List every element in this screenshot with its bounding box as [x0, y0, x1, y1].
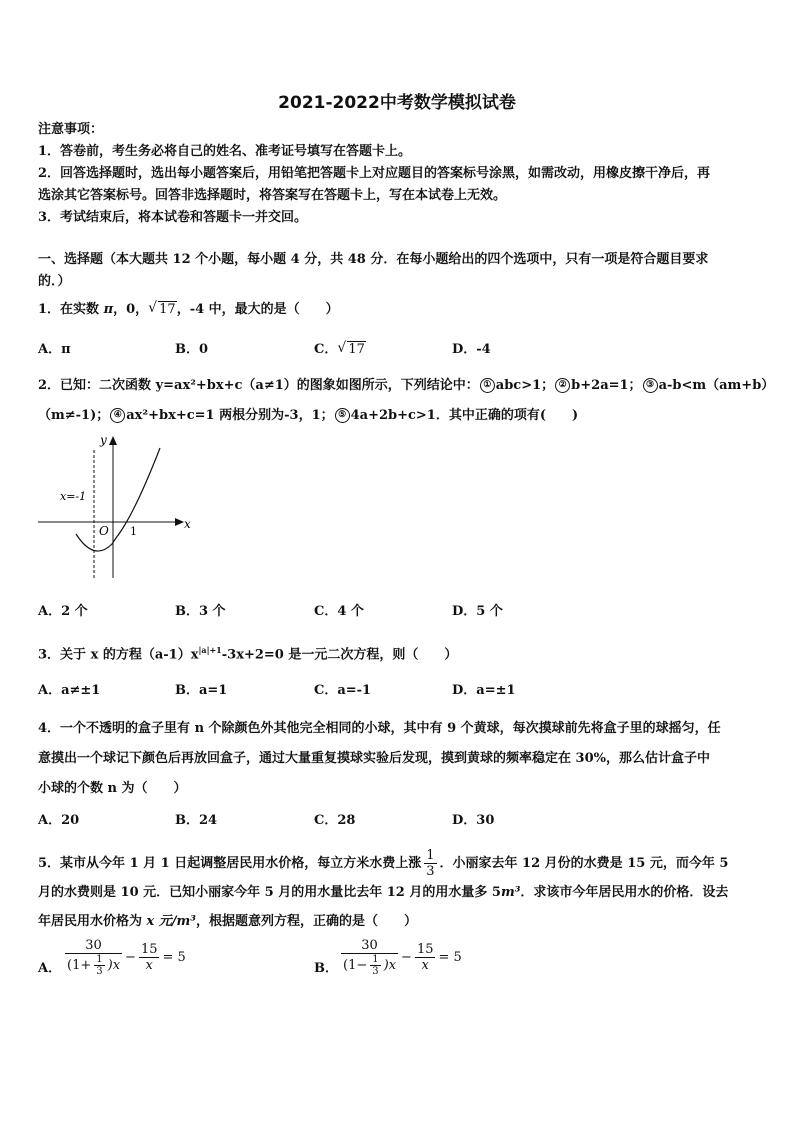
x-axis-arrow — [175, 518, 184, 526]
q2-line1-a: 2．已知：二次函数 y=ax²+bx+c（a≠1）的图象如图所示，下列结论中： — [38, 378, 479, 393]
q1-option-d: D．-4 — [452, 342, 491, 357]
q1-option-b: B．0 — [175, 342, 209, 357]
q5-b-num1: 30 — [341, 938, 398, 954]
q5-b-den2: x — [421, 958, 429, 973]
q5-b-den1-post: )x — [383, 958, 397, 973]
q5-b-frac1 — [341, 938, 398, 977]
question-5-line3 — [38, 913, 764, 931]
q5-line2-a: 月的水费则是 10 元．已知小丽家今年 5 月的用水量比去年 12 月的用水量多 5 — [38, 885, 501, 900]
origin-label: O — [99, 524, 109, 538]
q5-line1-a: 5．某市从今年 1 月 1 日起调整居民用水价格，每立方米水费上涨 — [38, 856, 422, 871]
q5-b-num2: 15 — [416, 942, 434, 957]
q4-option-c: C．28 — [314, 813, 356, 828]
q2-option-b: B．3 个 — [175, 604, 226, 619]
q3-option-b: B．a=1 — [175, 683, 228, 698]
axis-of-symmetry-label: x=-1 — [60, 490, 87, 503]
q5-a-den1 — [65, 954, 122, 977]
q4-option-a: A．20 — [38, 813, 80, 828]
question-3 — [38, 641, 764, 664]
q1-option-c-label: C． — [314, 342, 338, 357]
q1-option-a: A．π — [38, 342, 71, 357]
q5-option-a-formula — [62, 938, 186, 977]
q5-a-frac2 — [139, 942, 160, 973]
q5-option-b-formula — [338, 938, 462, 977]
q3-option-d: D．a=±1 — [452, 683, 516, 698]
question-1 — [38, 301, 764, 319]
page-title: 2021-2022中考数学模拟试卷 — [278, 93, 516, 113]
sqrt-symbol: √ 17 — [148, 300, 176, 317]
notice-item-1: 1．答卷前，考生务必将自己的姓名、准考证号填写在答题卡上。 — [38, 144, 412, 159]
notice-item-3: 3．考试结束后，将本试卷和答题卡一并交回。 — [38, 210, 308, 225]
circle-1: ① — [480, 378, 495, 393]
x-label: x — [184, 517, 191, 531]
q5-b-frac2 — [415, 942, 436, 973]
question-5-line2 — [38, 884, 764, 902]
q2-option-d: D．5 个 — [452, 604, 503, 619]
q5-option-b-label: B． — [314, 961, 338, 976]
q5-a-inner-frac — [94, 954, 104, 977]
q1-option-c-arg: 17 — [348, 342, 365, 357]
q1-suffix: ，-4 中，最大的是（ ） — [176, 302, 339, 317]
q5-a-rhs: = 5 — [162, 950, 186, 965]
q2-option-c: C．4 个 — [314, 604, 364, 619]
notice-item-2b: 选涂其它答案标号。回答非选择题时，将答案写在答题卡上，写在本试卷上无效。 — [38, 188, 507, 203]
q2-s4: ax²+bx+c=1 两根分别为-3，1； — [126, 408, 334, 423]
q5-option-a-label: A． — [38, 961, 62, 976]
q3-suffix: -3x+2=0 是一元二次方程，则（ ） — [221, 647, 458, 663]
sqrt-symbol: √ 17 — [337, 340, 365, 357]
question-4-line2: 意摸出一个球记下颜色后再放回盒子，通过大量重复摸球实验后发现，摸到黄球的频率稳定在 30%，那么估计盒子中 — [38, 751, 710, 766]
q1-pi: π — [103, 302, 114, 317]
q5-a-inner-den: 3 — [96, 966, 103, 977]
q1-prefix: 1．在实数 — [38, 302, 104, 317]
q5-line1-b: ．小丽家去年 12 月份的水费是 15 元，而今年 5 — [439, 856, 729, 871]
question-5-line1 — [38, 848, 764, 879]
q5-a-inner-num: 1 — [96, 954, 103, 965]
parabola-graph — [34, 430, 199, 580]
question-2-line1 — [38, 377, 775, 395]
one-label: 1 — [130, 525, 137, 538]
q5-a-den1-post: )x — [107, 958, 121, 973]
q1-mid: ，0， — [113, 302, 149, 317]
circle-5: ⑤ — [335, 408, 350, 423]
q5-a-den2: x — [145, 958, 153, 973]
question-2-line2 — [38, 407, 764, 425]
q3-option-a: A．a≠±1 — [38, 683, 101, 698]
q5-fraction-num: 1 — [426, 848, 435, 863]
q5-b-inner-frac — [370, 954, 380, 977]
q2-s1: abc>1； — [495, 378, 555, 393]
q5-line2-b: ．求该市今年居民用水的价格．设去 — [520, 885, 729, 900]
q3-exponent: |a|+1 — [198, 645, 222, 655]
q5-a-frac1 — [65, 938, 122, 977]
q4-option-d: D．30 — [452, 813, 495, 828]
q5-b-inner-num: 1 — [372, 954, 379, 965]
q1-option-c — [314, 341, 366, 359]
y-axis-arrow — [109, 436, 117, 445]
section-heading-line2: 的．） — [38, 274, 71, 289]
q2-s5: 4a+2b+c>1．其中正确的项有( ) — [350, 408, 579, 423]
q5-line2-unit: m³ — [500, 885, 521, 900]
q5-line3-a: 年居民用水价格为 — [38, 914, 147, 929]
q2-option-a: A．2 个 — [38, 604, 88, 619]
circle-2: ② — [555, 378, 570, 393]
q5-b-den1 — [341, 954, 398, 977]
q5-a-num1: 30 — [65, 938, 122, 954]
q5-line3-var: x 元/m³ — [146, 914, 197, 929]
q5-a-den1-pre: (1+ — [67, 958, 92, 973]
q5-b-den1-pre: (1− — [343, 958, 368, 973]
q2-s2: b+2a=1； — [571, 378, 642, 393]
q5-b-inner-den: 3 — [372, 966, 379, 977]
y-label: y — [100, 433, 107, 447]
question-4-line3: 小球的个数 n 为（ ） — [38, 781, 187, 796]
minus-sign: − — [125, 950, 136, 965]
notice-heading: 注意事项： — [38, 122, 104, 137]
section-heading-line1: 一、选择题（本大题共 12 个小题，每小题 4 分，共 48 分．在每小题给出的四个选项中，只有一项是符合题目要求 — [38, 252, 709, 267]
q3-prefix: 3．关于 x 的方程（a-1）x — [38, 647, 199, 663]
q5-a-num2: 15 — [140, 942, 158, 957]
q5-fraction — [424, 848, 436, 879]
notice-item-2a: 2．回答选择题时，选出每小题答案后，用铅笔把答题卡上对应题目的答案标号涂黑，如需改动，用橡皮擦干净后，再 — [38, 166, 711, 181]
q2-s3: a-b<m（am+b） — [658, 378, 775, 393]
q5-line3-b: ，根据题意列方程，正确的是（ ） — [196, 914, 418, 929]
question-4-line1: 4．一个不透明的盒子里有 n 个除颜色外其他完全相同的小球，其中有 9 个黄球，每次摸球前先将盒子里的球摇匀，任 — [38, 721, 721, 736]
q2-line2-a: （m≠-1)； — [38, 408, 110, 423]
q3-option-c: C．a=-1 — [314, 683, 372, 698]
parabola-curve — [76, 448, 160, 551]
minus-sign: − — [401, 950, 412, 965]
q5-fraction-den: 3 — [426, 864, 435, 879]
q1-sqrt-arg: 17 — [159, 302, 176, 317]
q4-option-b: B．24 — [175, 813, 218, 828]
circle-3: ③ — [643, 378, 658, 393]
q5-b-rhs: = 5 — [438, 950, 462, 965]
circle-4: ④ — [110, 408, 125, 423]
